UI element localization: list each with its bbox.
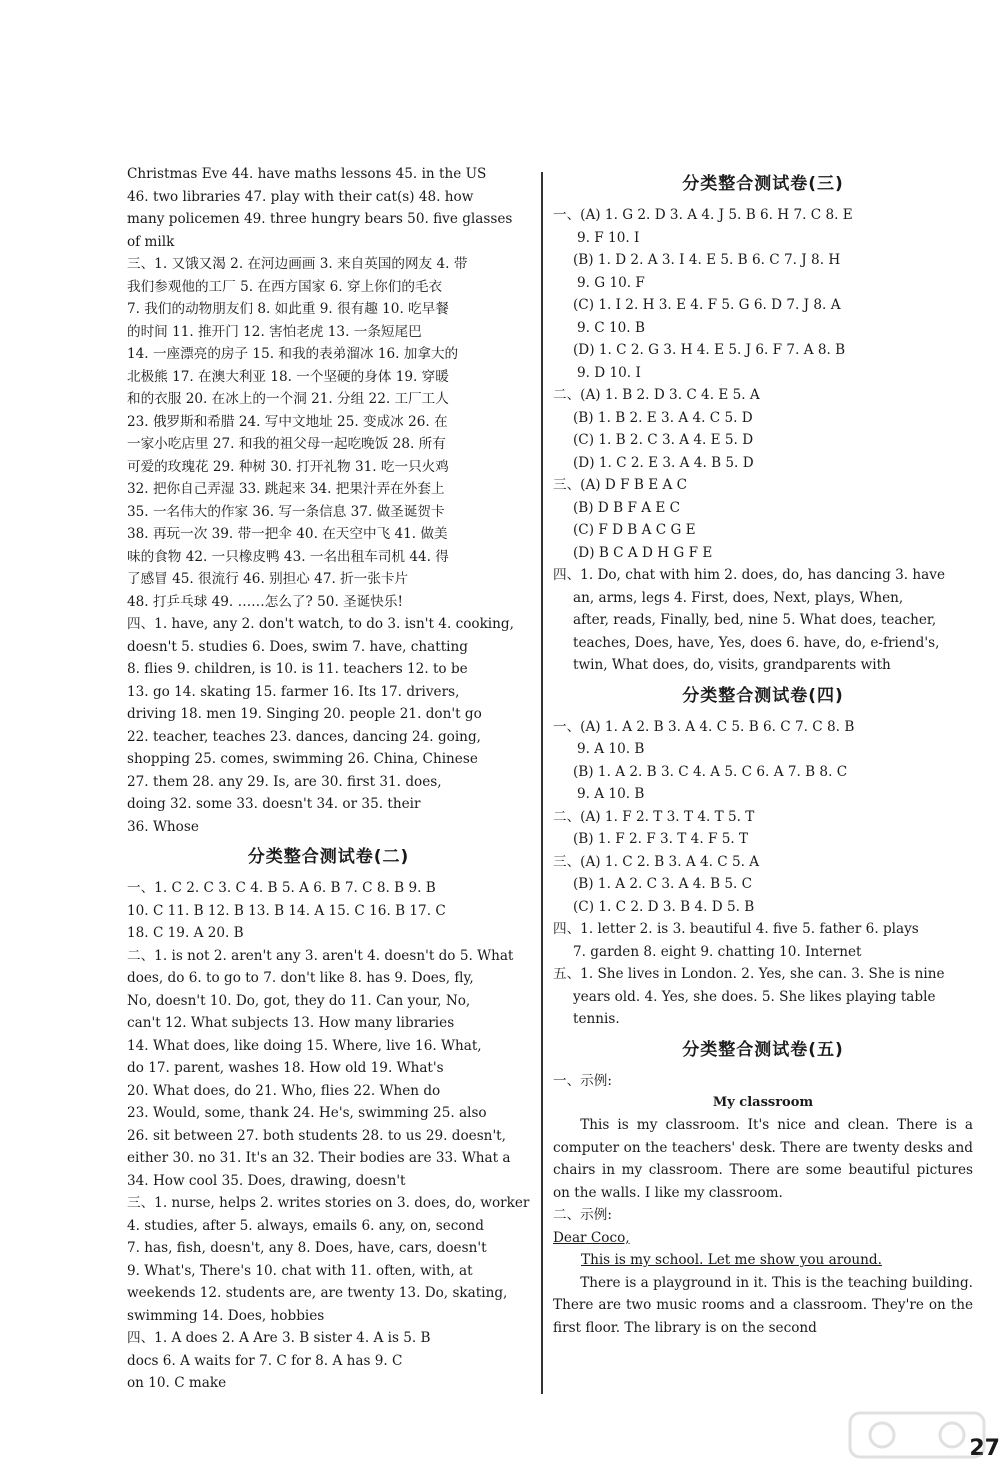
test4-title: 分类整合测试卷(四): [682, 685, 844, 706]
text-line: 7. 我们的动物朋友们 8. 如此重 9. 很有趣 10. 吃早餐: [127, 301, 449, 317]
test3-title: 分类整合测试卷(三): [682, 174, 844, 194]
text-line: (D) 1. C 2. E 3. A 4. B 5. D: [573, 454, 754, 471]
text-line: 13. go 14. skating 15. farmer 16. Its 17. drivers,: [127, 683, 460, 700]
text-line: many policemen 49. three hungry bears 50. five glasses: [127, 211, 513, 227]
text-line: 三、1. nurse, helps 2. writes stories on 3. does, do, worker: [127, 1195, 530, 1211]
text-line: 10. C 11. B 12. B 13. B 14. A 15. C 16. B 17. C: [127, 902, 446, 919]
essay-title: My classroom: [712, 1095, 814, 1110]
text-line: 三、(A) 1. C 2. B 3. A 4. C 5. A: [553, 853, 760, 870]
text-line: 四、1. have, any 2. don't watch, to do 3. isn't 4. cooking,: [127, 616, 514, 632]
section-si: [127, 613, 530, 838]
page-number: 27: [969, 1436, 1000, 1461]
text-line: weekends 12. students are, are twenty 13. Do, skating,: [127, 1285, 508, 1301]
text-line: twin, What does, do, visits, grandparents with: [573, 657, 891, 673]
text-line: docs 6. A waits for 7. C for 8. A has 9. C: [127, 1352, 403, 1369]
text-line: 四、1. A does 2. A Are 3. B sister 4. A is 5. B: [127, 1330, 431, 1346]
text-line: 一家小吃店里 27. 和我的祖父母一起吃晚饭 28. 所有: [127, 436, 446, 452]
text-line: No, doesn't 10. Do, got, they do 11. Can your, No,: [127, 992, 471, 1009]
column-divider: [541, 172, 543, 1394]
test4-section-san: [553, 851, 973, 919]
section-top-continuation: [127, 163, 530, 253]
text-line: 14. What does, like doing 15. Where, live 16. What,: [127, 1037, 482, 1054]
text-line: 34. How cool 35. Does, drawing, doesn't: [127, 1172, 406, 1189]
test4-section-er: [553, 806, 973, 851]
text-line: 一、(A) 1. G 2. D 3. A 4. J 5. B 6. H 7. C 8. E: [553, 207, 853, 223]
text-line: after, reads, Finally, bed, nine 5. What does, teacher,: [573, 612, 937, 628]
text-line: can't 12. What subjects 13. How many libraries: [127, 1015, 455, 1031]
text-line: 48. 打乒乓球 49. ……怎么了? 50. 圣诞快乐!: [127, 593, 403, 610]
text-line: 我们参观他的工厂 5. 在西方国家 6. 穿上你们的毛衣: [127, 278, 443, 295]
text-line: 一、1. C 2. C 3. C 4. B 5. A 6. B 7. C 8. B 9. B: [127, 880, 436, 896]
text-line: (B) 1. B 2. E 3. A 4. C 5. D: [573, 409, 753, 426]
text-line: 38. 再玩一次 39. 带一把伞 40. 在天空中飞 41. 做美: [127, 526, 448, 542]
text-line: 46. two libraries 47. play with their cat(s) 48. how: [127, 188, 474, 205]
text-line: 北极熊 17. 在澳大利亚 18. 一个坚硬的身体 19. 穿暖: [127, 368, 449, 385]
text-line: 26. sit between 27. both students 28. to us 29. doesn't,: [127, 1127, 506, 1144]
text-line: driving 18. men 19. Singing 20. people 21. don't go: [127, 706, 482, 722]
text-line: 23. 俄罗斯和希腊 24. 写中文地址 25. 变成冰 26. 在: [127, 413, 448, 430]
text-line: 23. Would, some, thank 24. He's, swimming 25. also: [127, 1105, 487, 1121]
text-line: of milk: [127, 233, 175, 250]
text-line: 8. flies 9. children, is 10. is 11. teachers 12. to be: [127, 661, 468, 677]
text-line: 9. A 10. B: [577, 786, 645, 802]
text-line: 4. studies, after 5. always, emails 6. any, on, second: [127, 1217, 484, 1234]
text-line: 9. C 10. B: [577, 319, 645, 336]
letter-greeting: Dear Coco,: [553, 1229, 630, 1246]
letter-paragraph: There is a playground in it. This is the teaching building. There are two music rooms and a classroom. They're on the first floor. The library is on the second: [553, 1274, 973, 1336]
text-line: 二、1. is not 2. aren't any 3. aren't 4. doesn't do 5. What: [127, 947, 514, 964]
text-line: Christmas Eve 44. have maths lessons 45. in the US: [127, 166, 487, 182]
text-line: 二、(A) 1. B 2. D 3. C 4. E 5. A: [553, 387, 760, 403]
test3-section-yi: [553, 204, 973, 384]
text-line: 35. 一名伟大的作家 36. 写一条信息 37. 做圣诞贺卡: [127, 503, 445, 520]
text-line: (C) 1. C 2. D 3. B 4. D 5. B: [573, 898, 755, 915]
test4-section-yi: [553, 716, 973, 806]
text-line: do 17. parent, washes 18. How old 19. What's: [127, 1060, 444, 1076]
text-line: 四、1. Do, chat with him 2. does, do, has dancing 3. have: [553, 567, 945, 583]
text-line: 9. What's, There's 10. chat with 11. often, with, at: [127, 1262, 473, 1279]
test2-section-si: [127, 1327, 530, 1395]
essay-paragraph: This is my classroom. It's nice and clean. There is a computer on the teachers' desk. There are twenty desks and chairs in my classroom. There are some beautiful pictures on the walls. I like my classroom.: [553, 1117, 973, 1201]
text-line: 7. garden 8. eight 9. chatting 10. Internet: [573, 943, 862, 960]
text-line: (B) 1. A 2. C 3. A 4. B 5. C: [573, 876, 753, 892]
left-column: [127, 163, 530, 1395]
text-line: tennis.: [573, 1011, 620, 1027]
text-line: 可爱的玫瑰花 29. 种树 30. 打开礼物 31. 吃一只火鸡: [127, 458, 449, 475]
right-column: [553, 163, 973, 1339]
text-line: 味的食物 42. 一只橡皮鸭 43. 一名出租车司机 44. 得: [127, 548, 449, 565]
text-line: 20. What does, do 21. Who, flies 22. When do: [127, 1082, 441, 1099]
text-line: (D) B C A D H G F E: [573, 544, 713, 561]
text-line: on 10. C make: [127, 1375, 227, 1391]
text-line: (B) 1. F 2. F 3. T 4. F 5. T: [573, 831, 749, 847]
text-line: 32. 把你自己弄湿 33. 跳起来 34. 把果汁弄在外套上: [127, 481, 445, 497]
text-line: 一、(A) 1. A 2. B 3. A 4. C 5. B 6. C 7. C 8. B: [553, 718, 855, 735]
text-line: 9. A 10. B: [577, 741, 645, 757]
text-line: (B) 1. D 2. A 3. I 4. E 5. B 6. C 7. J 8. H: [573, 252, 841, 268]
test2-section-yi: [127, 877, 530, 945]
text-line: (B) 1. A 2. B 3. C 4. A 5. C 6. A 7. B 8. C: [573, 763, 848, 780]
text-line: 9. D 10. I: [577, 364, 641, 381]
test5-yi-label: 一、示例:: [553, 1072, 612, 1089]
section-san: [127, 253, 530, 613]
text-line: 了感冒 45. 很流行 46. 别担心 47. 折一张卡片: [127, 571, 409, 587]
text-line: years old. 4. Yes, she does. 5. She likes playing table: [573, 988, 936, 1005]
text-line: 14. 一座漂亮的房子 15. 和我的表弟溜冰 16. 加拿大的: [127, 346, 459, 362]
text-line: 22. teacher, teaches 23. dances, dancing 24. going,: [127, 728, 481, 745]
text-line: 和的衣服 20. 在冰上的一个洞 21. 分组 22. 工厂工人: [127, 391, 449, 407]
text-line: (B) D B F A E C: [573, 499, 680, 516]
text-line: doesn't 5. studies 6. Does, swim 7. have, chatting: [127, 638, 468, 655]
text-line: an, arms, legs 4. First, does, Next, plays, When,: [573, 589, 904, 606]
test2-section-san: [127, 1192, 530, 1327]
test4-section-wu: [553, 963, 973, 1031]
text-line: teaches, Does, have, Yes, does 6. have, do, e-friend's,: [573, 634, 940, 651]
text-line: (C) 1. I 2. H 3. E 4. F 5. G 6. D 7. J 8. A: [573, 297, 841, 313]
text-line: either 30. no 31. It's an 32. Their bodies are 33. What a: [127, 1150, 511, 1166]
letter-intro: This is my school. Let me show you around.: [581, 1252, 882, 1268]
text-line: 7. has, fish, doesn't, any 8. Does, have, cars, doesn't: [127, 1240, 487, 1256]
test3-section-er: [553, 384, 973, 474]
text-line: (C) 1. B 2. C 3. A 4. E 5. D: [573, 432, 754, 448]
text-line: 的时间 11. 推开门 12. 害怕老虎 13. 一条短尾巴: [127, 323, 422, 340]
text-line: 27. them 28. any 29. Is, are 30. first 31. does,: [127, 773, 442, 790]
text-line: 9. F 10. I: [577, 229, 640, 246]
text-line: does, do 6. to go to 7. don't like 8. has 9. Does, fly,: [127, 970, 474, 986]
test5-title: 分类整合测试卷(五): [682, 1039, 844, 1060]
test5-er-label: 二、示例:: [553, 1207, 612, 1223]
text-line: (D) 1. C 2. G 3. H 4. E 5. J 6. F 7. A 8. B: [573, 342, 846, 358]
text-line: (C) F D B A C G E: [573, 522, 696, 538]
test3-section-san: [553, 474, 973, 564]
text-line: 36. Whose: [127, 818, 199, 835]
test2-title: 分类整合测试卷(二): [247, 847, 410, 867]
text-line: 9. G 10. F: [577, 274, 645, 291]
text-line: doing 32. some 33. doesn't 34. or 35. their: [127, 796, 421, 812]
text-line: 四、1. letter 2. is 3. beautiful 4. five 5. father 6. plays: [553, 921, 919, 937]
text-line: 二、(A) 1. F 2. T 3. T 4. T 5. T: [553, 808, 755, 825]
watermark-logo-icon: [842, 1405, 992, 1465]
test4-section-si: [553, 918, 973, 963]
text-line: 三、1. 又饿又渴 2. 在河边画画 3. 来自英国的网友 4. 带: [127, 256, 468, 272]
text-line: 18. C 19. A 20. B: [127, 925, 244, 941]
text-line: shopping 25. comes, swimming 26. China, Chinese: [127, 751, 478, 767]
test2-section-er: [127, 945, 530, 1193]
test3-section-si: [553, 564, 973, 677]
text-line: 五、1. She lives in London. 2. Yes, she can. 3. She is nine: [553, 966, 945, 982]
text-line: 三、(A) D F B E A C: [553, 477, 687, 493]
text-line: swimming 14. Does, hobbies: [127, 1307, 325, 1324]
